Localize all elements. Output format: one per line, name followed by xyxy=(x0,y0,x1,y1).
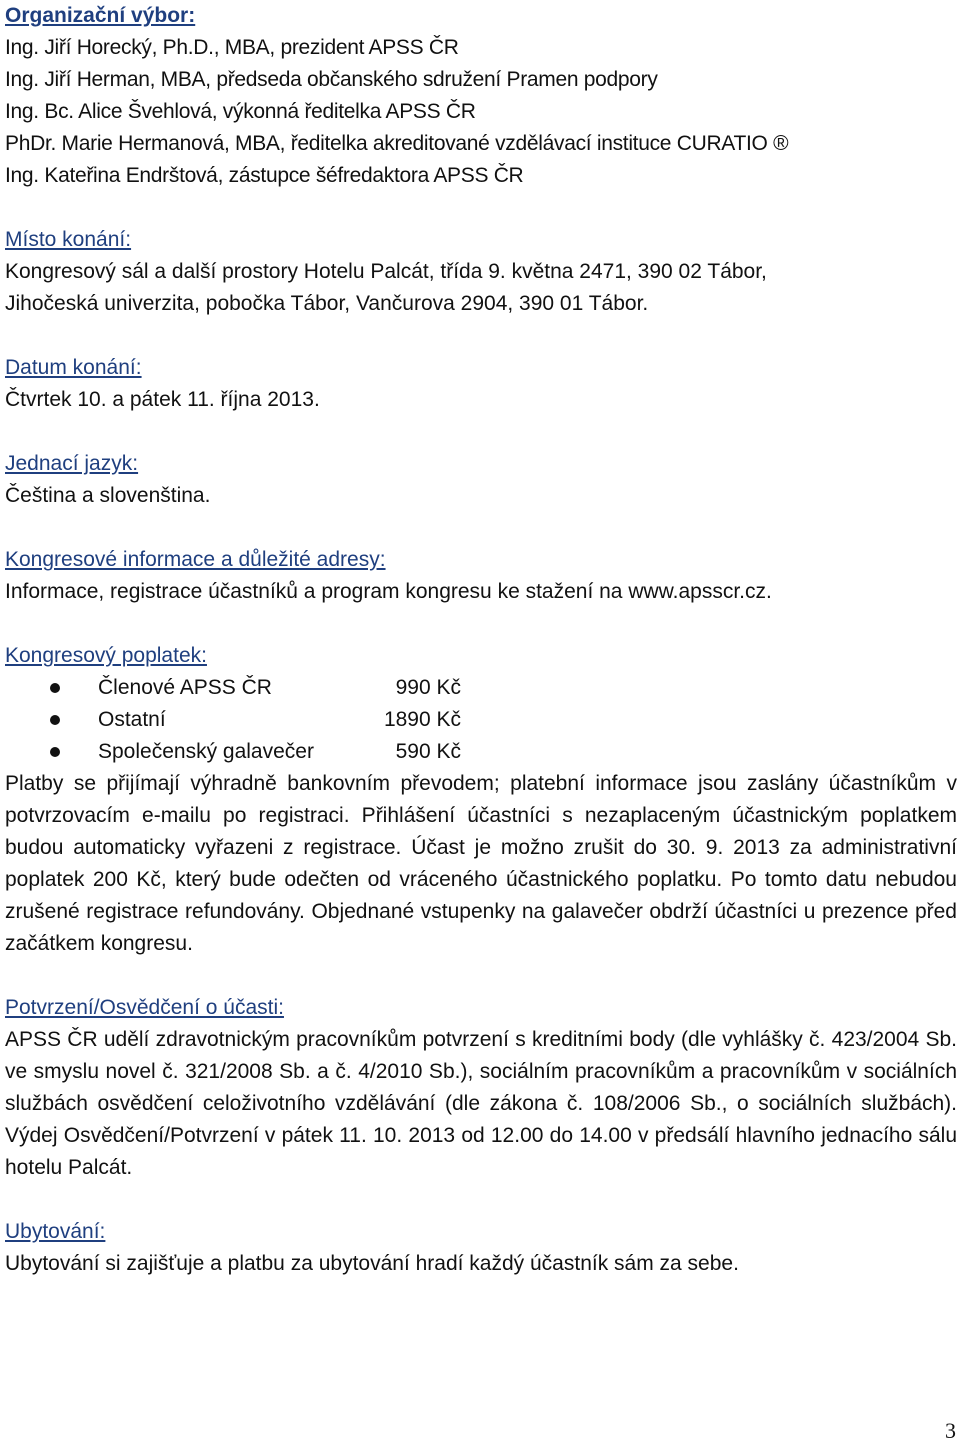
page-number: 3 xyxy=(945,1418,956,1443)
venue-heading: Místo konání: xyxy=(5,228,132,251)
fee-list xyxy=(5,672,957,768)
committee-member: Ing. Jiří Horecký, Ph.D., MBA, prezident APSS ČR xyxy=(5,36,459,59)
committee-member: PhDr. Marie Hermanová, MBA, ředitelka akreditované vzdělávací instituce CURATIO ® xyxy=(5,132,789,155)
committee-member: Ing. Kateřina Endrštová, zástupce šéfredaktora APSS ČR xyxy=(5,164,524,187)
accommodation-heading: Ubytování: xyxy=(5,1220,106,1243)
accommodation-text: Ubytování si zajišťuje a platbu za ubytování hradí každý účastník sám za sebe. xyxy=(5,1252,739,1275)
fee-item-name: Ostatní xyxy=(98,708,166,731)
certificate-heading: Potvrzení/Osvědčení o účasti: xyxy=(5,996,284,1019)
fee-item-price: 590 Kč xyxy=(395,740,461,763)
fee-item xyxy=(5,736,957,768)
organizing-committee-heading: Organizační výbor: xyxy=(5,4,196,27)
committee-member: Ing. Jiří Herman, MBA, předseda občanského sdružení Pramen podpory xyxy=(5,68,658,91)
fee-item-name: Členové APSS ČR xyxy=(98,676,272,699)
venue-line: Jihočeská univerzita, pobočka Tábor, Vančurova 2904, 390 01 Tábor. xyxy=(5,292,649,315)
fee-item-price: 990 Kč xyxy=(395,676,461,699)
fee-item xyxy=(5,704,957,736)
info-text: Informace, registrace účastníků a program kongresu ke stažení na www.apsscr.cz. xyxy=(5,580,772,603)
certificate-paragraph: APSS ČR udělí zdravotnickým pracovníkům potvrzení s kreditními body (dle vyhlášky č. 423/2004 Sb. ve smyslu novel č. 321/2008 Sb. a č. 4/2010 Sb.), sociálním pracovníkům a pracovníkům v sociálních službách osvědčení celoživotního vzdělávání (dle zákona č. 108/2006 Sb., o sociálních službách). Výdej Osvědčení/Potvrzení v pátek 11. 10. 2013 od 12.00 do 14.00 v předsálí hlavního jednacího sálu hotelu Palcát. xyxy=(5,1028,957,1179)
venue-line: Kongresový sál a další prostory Hotelu Palcát, třída 9. května 2471, 390 02 Tábor, xyxy=(5,260,767,283)
fee-item-price: 1890 Kč xyxy=(383,708,461,731)
fee-paragraph: Platby se přijímají výhradně bankovním převodem; platební informace jsou zaslány účastníkům v potvrzovacím e-mailu po registraci. Přihlášení účastníci s nezaplaceným účastnickým poplatkem budou automaticky vyřazeni z registrace. Účast je možno zrušit do 30. 9. 2013 za administrativní poplatek 200 Kč, který bude odečten od vráceného účastnického poplatku. Po tomto datu nebudou zrušené registrace refundovány. Objednané vstupenky na galavečer obdrží účastníci u prezence před začátkem kongresu. xyxy=(5,772,957,955)
language-heading: Jednací jazyk: xyxy=(5,452,139,475)
fee-heading: Kongresový poplatek: xyxy=(5,644,207,667)
info-heading: Kongresové informace a důležité adresy: xyxy=(5,548,386,571)
language-text: Čeština a slovenština. xyxy=(5,484,211,507)
date-heading: Datum konání: xyxy=(5,356,142,379)
date-text: Čtvrtek 10. a pátek 11. října 2013. xyxy=(5,388,320,411)
document-page xyxy=(5,0,957,1280)
fee-item xyxy=(5,672,957,704)
committee-member: Ing. Bc. Alice Švehlová, výkonná ředitelka APSS ČR xyxy=(5,100,476,123)
fee-item-name: Společenský galavečer xyxy=(98,740,314,763)
